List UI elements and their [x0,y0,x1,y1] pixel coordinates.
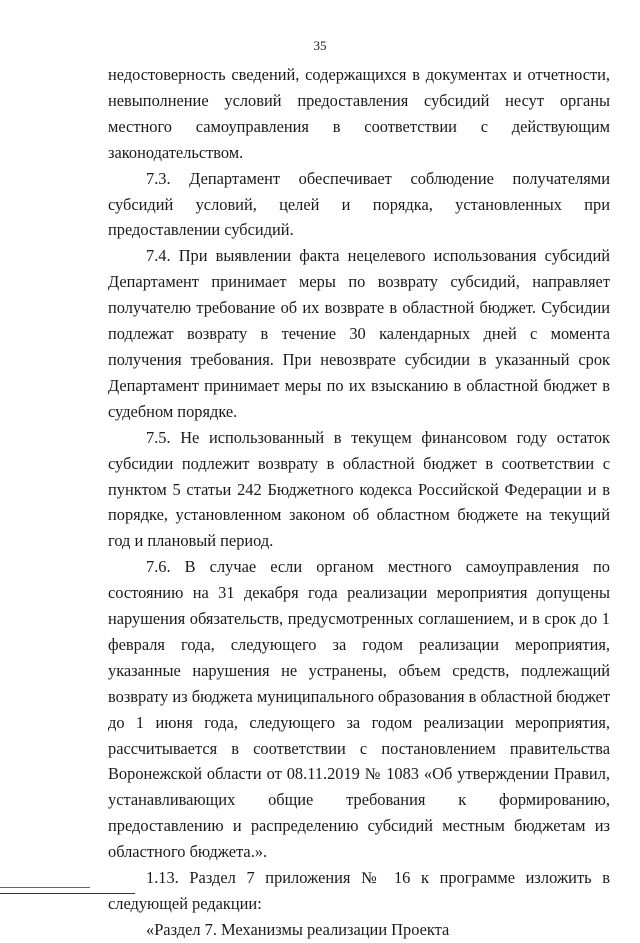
document-body [108,62,610,943]
section-7-heading: «Раздел 7. Механизмы реализации Проекта [146,919,450,939]
page-number: 35 [313,38,327,53]
footer-rule [0,893,135,894]
paragraph-7-4: 7.4. При выявлении факта нецелевого использования субсидий Департамент принимает меры по возврату субсидий, направляет получателю требование об их возврате в областной бюджет. Субсидии подлежат возврату в течение 30 календарных дней с момента получения требования. При невозврате субсидии в указанный срок Департамент принимает меры по их взысканию в областной бюджет в судебном порядке. [108,246,610,421]
paragraph-1-13: 1.13. Раздел 7 приложения № 16 к программе изложить в следующей редакции: [108,868,610,913]
paragraph-7-3: 7.3. Департамент обеспечивает соблюдение получателями субсидий условий, целей и порядка, установленных при предоставлении субсидий. [108,168,610,240]
footer-rule-short [0,887,90,888]
paragraph-7-5: 7.5. Не использованный в текущем финансовом году остаток субсидии подлежит возврату в областной бюджет в соответствии с пунктом 5 статьи 242 Бюджетного кодекса Российской Федерации и в порядке, установленном законом об областном бюджете на текущий год и плановый период. [108,427,610,551]
paragraph-continuation: недостоверность сведений, содержащихся в документах и отчетности, невыполнение условий предоставления субсидий несут органы местного самоуправления в соответствии с действующим законодательством. [108,65,610,162]
paragraph-7-6: 7.6. В случае если органом местного самоуправления по состоянию на 31 декабря года реализации мероприятия допущены нарушения обязательств, предусмотренных соглашением, и в срок до 1 февраля года, следующего за годом реализации мероприятия, указанные нарушения не устранены, объем средств, подлежащий возврату из бюджета муниципального образования в областной бюджет до 1 июня года, следующего за годом реализации мероприятия, рассчитывается в соответствии с постановлением правительства Воронежской области от 08.11.2019 № 1083 «Об утверждении Правил, устанавливающих общие требования к формированию, предоставлению и распределению субсидий местным бюджетам из областного бюджета.». [108,557,610,862]
